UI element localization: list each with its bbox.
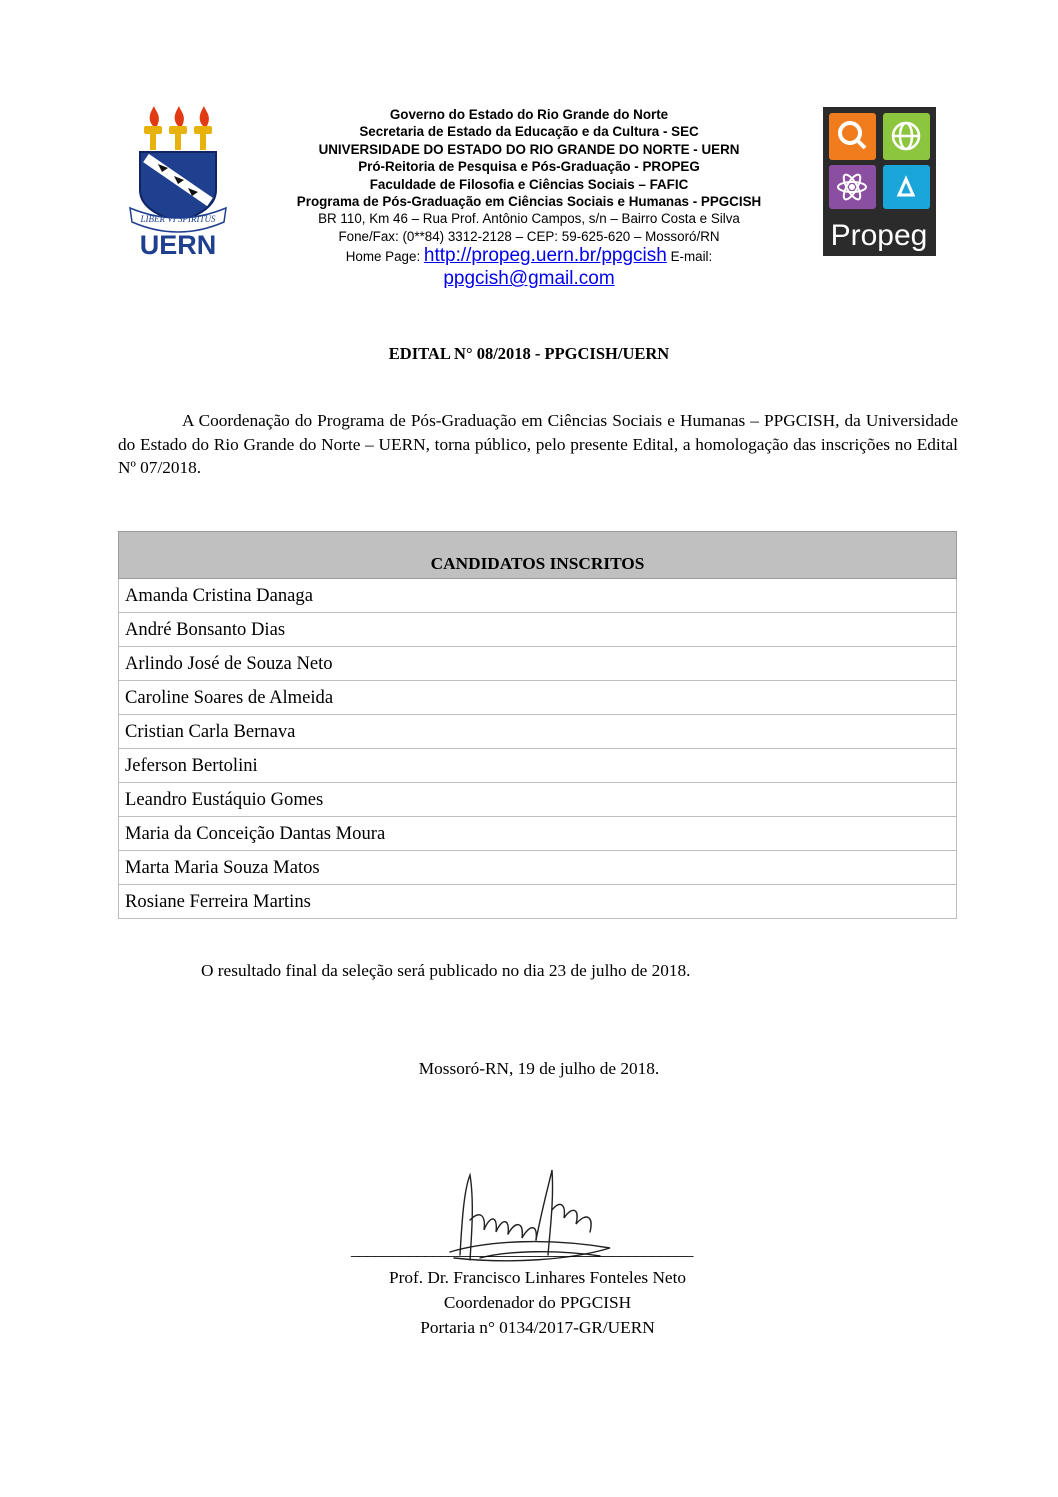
homepage-link[interactable]: http://propeg.uern.br/ppgcish bbox=[423, 245, 667, 267]
email-link[interactable]: ppgcish@gmail.com bbox=[443, 268, 615, 290]
candidate-name: Arlindo José de Souza Neto bbox=[119, 647, 957, 681]
header-line-government: Governo do Estado do Rio Grande do Norte bbox=[389, 107, 669, 122]
header-line-secretariat: Secretaria de Estado da Educação e da Cultura - SEC bbox=[359, 124, 699, 140]
table-row bbox=[119, 783, 957, 817]
signer-role: Coordenador do PPGCISH bbox=[443, 1293, 632, 1312]
header-line-program: Programa de Pós-Graduação em Ciências Sociais e Humanas - PPGCISH bbox=[296, 194, 762, 210]
table-header: CANDIDATOS INSCRITOS bbox=[119, 532, 957, 579]
header-contact-line bbox=[240, 245, 818, 268]
table-row bbox=[119, 613, 957, 647]
result-note: O resultado final da seleção será publicado no dia 23 de julho de 2018. bbox=[201, 961, 691, 980]
candidate-name: Rosiane Ferreira Martins bbox=[119, 885, 957, 919]
propeg-logo bbox=[823, 107, 936, 256]
candidate-name: Jeferson Bertolini bbox=[119, 749, 957, 783]
propeg-logo-text: Propeg bbox=[830, 219, 928, 252]
document-title: EDITAL N° 08/2018 - PPGCISH/UERN bbox=[388, 344, 670, 363]
candidate-name: Marta Maria Souza Matos bbox=[119, 851, 957, 885]
table-row bbox=[119, 749, 957, 783]
header-line-university: UNIVERSIDADE DO ESTADO DO RIO GRANDE DO NORTE - UERN bbox=[318, 141, 740, 157]
table-row bbox=[119, 579, 957, 613]
candidate-name: Caroline Soares de Almeida bbox=[119, 681, 957, 715]
header-line-faculty: Faculdade de Filosofia e Ciências Sociais – FAFIC bbox=[369, 176, 689, 192]
intro-paragraph: A Coordenação do Programa de Pós-Graduação em Ciências Sociais e Humanas – PPGCISH, da Universidade do Estado do Rio Grande do Norte – UERN, torna público, pelo presente Edital, a homologação das inscrições no Edital Nº 07/2018. bbox=[118, 411, 958, 477]
candidate-name: Leandro Eustáquio Gomes bbox=[119, 783, 957, 817]
header-line-propeg: Pró-Reitoria de Pesquisa e Pós-Graduação - PROPEG bbox=[358, 159, 700, 175]
institution-header bbox=[240, 106, 818, 291]
header-address: BR 110, Km 46 – Rua Prof. Antônio Campos, s/n – Bairro Costa e Silva bbox=[318, 211, 740, 227]
candidate-name: Cristian Carla Bernava bbox=[119, 715, 957, 749]
table-row bbox=[119, 851, 957, 885]
table-header-row bbox=[119, 532, 957, 579]
torches-icon bbox=[144, 106, 212, 150]
homepage-label: Home Page: bbox=[345, 249, 421, 265]
signer-ordinance: Portaria n° 0134/2017-GR/UERN bbox=[420, 1318, 655, 1337]
table-row bbox=[119, 885, 957, 919]
table-row bbox=[119, 715, 957, 749]
table-row bbox=[119, 681, 957, 715]
signer-name: Prof. Dr. Francisco Linhares Fonteles Neto bbox=[388, 1268, 687, 1287]
signature-line: __________________________________________ bbox=[351, 1240, 693, 1259]
uern-logo bbox=[124, 104, 232, 258]
signer-block bbox=[340, 1265, 735, 1340]
header-phone: Fone/Fax: (0**84) 3312-2128 – CEP: 59-625-620 – Mossoró/RN bbox=[338, 228, 720, 244]
table-row bbox=[119, 647, 957, 681]
place-date: Mossoró-RN, 19 de julho de 2018. bbox=[418, 1059, 660, 1078]
candidate-name: Amanda Cristina Danaga bbox=[119, 579, 957, 613]
candidate-name: Maria da Conceição Dantas Moura bbox=[119, 817, 957, 851]
candidates-table bbox=[118, 531, 957, 919]
uern-logo-text: UERN bbox=[139, 230, 217, 258]
email-label: E-mail: bbox=[670, 249, 713, 265]
candidate-name: André Bonsanto Dias bbox=[119, 613, 957, 647]
uern-motto: LIBER VI SPIRITUS bbox=[140, 214, 216, 224]
table-row bbox=[119, 817, 957, 851]
